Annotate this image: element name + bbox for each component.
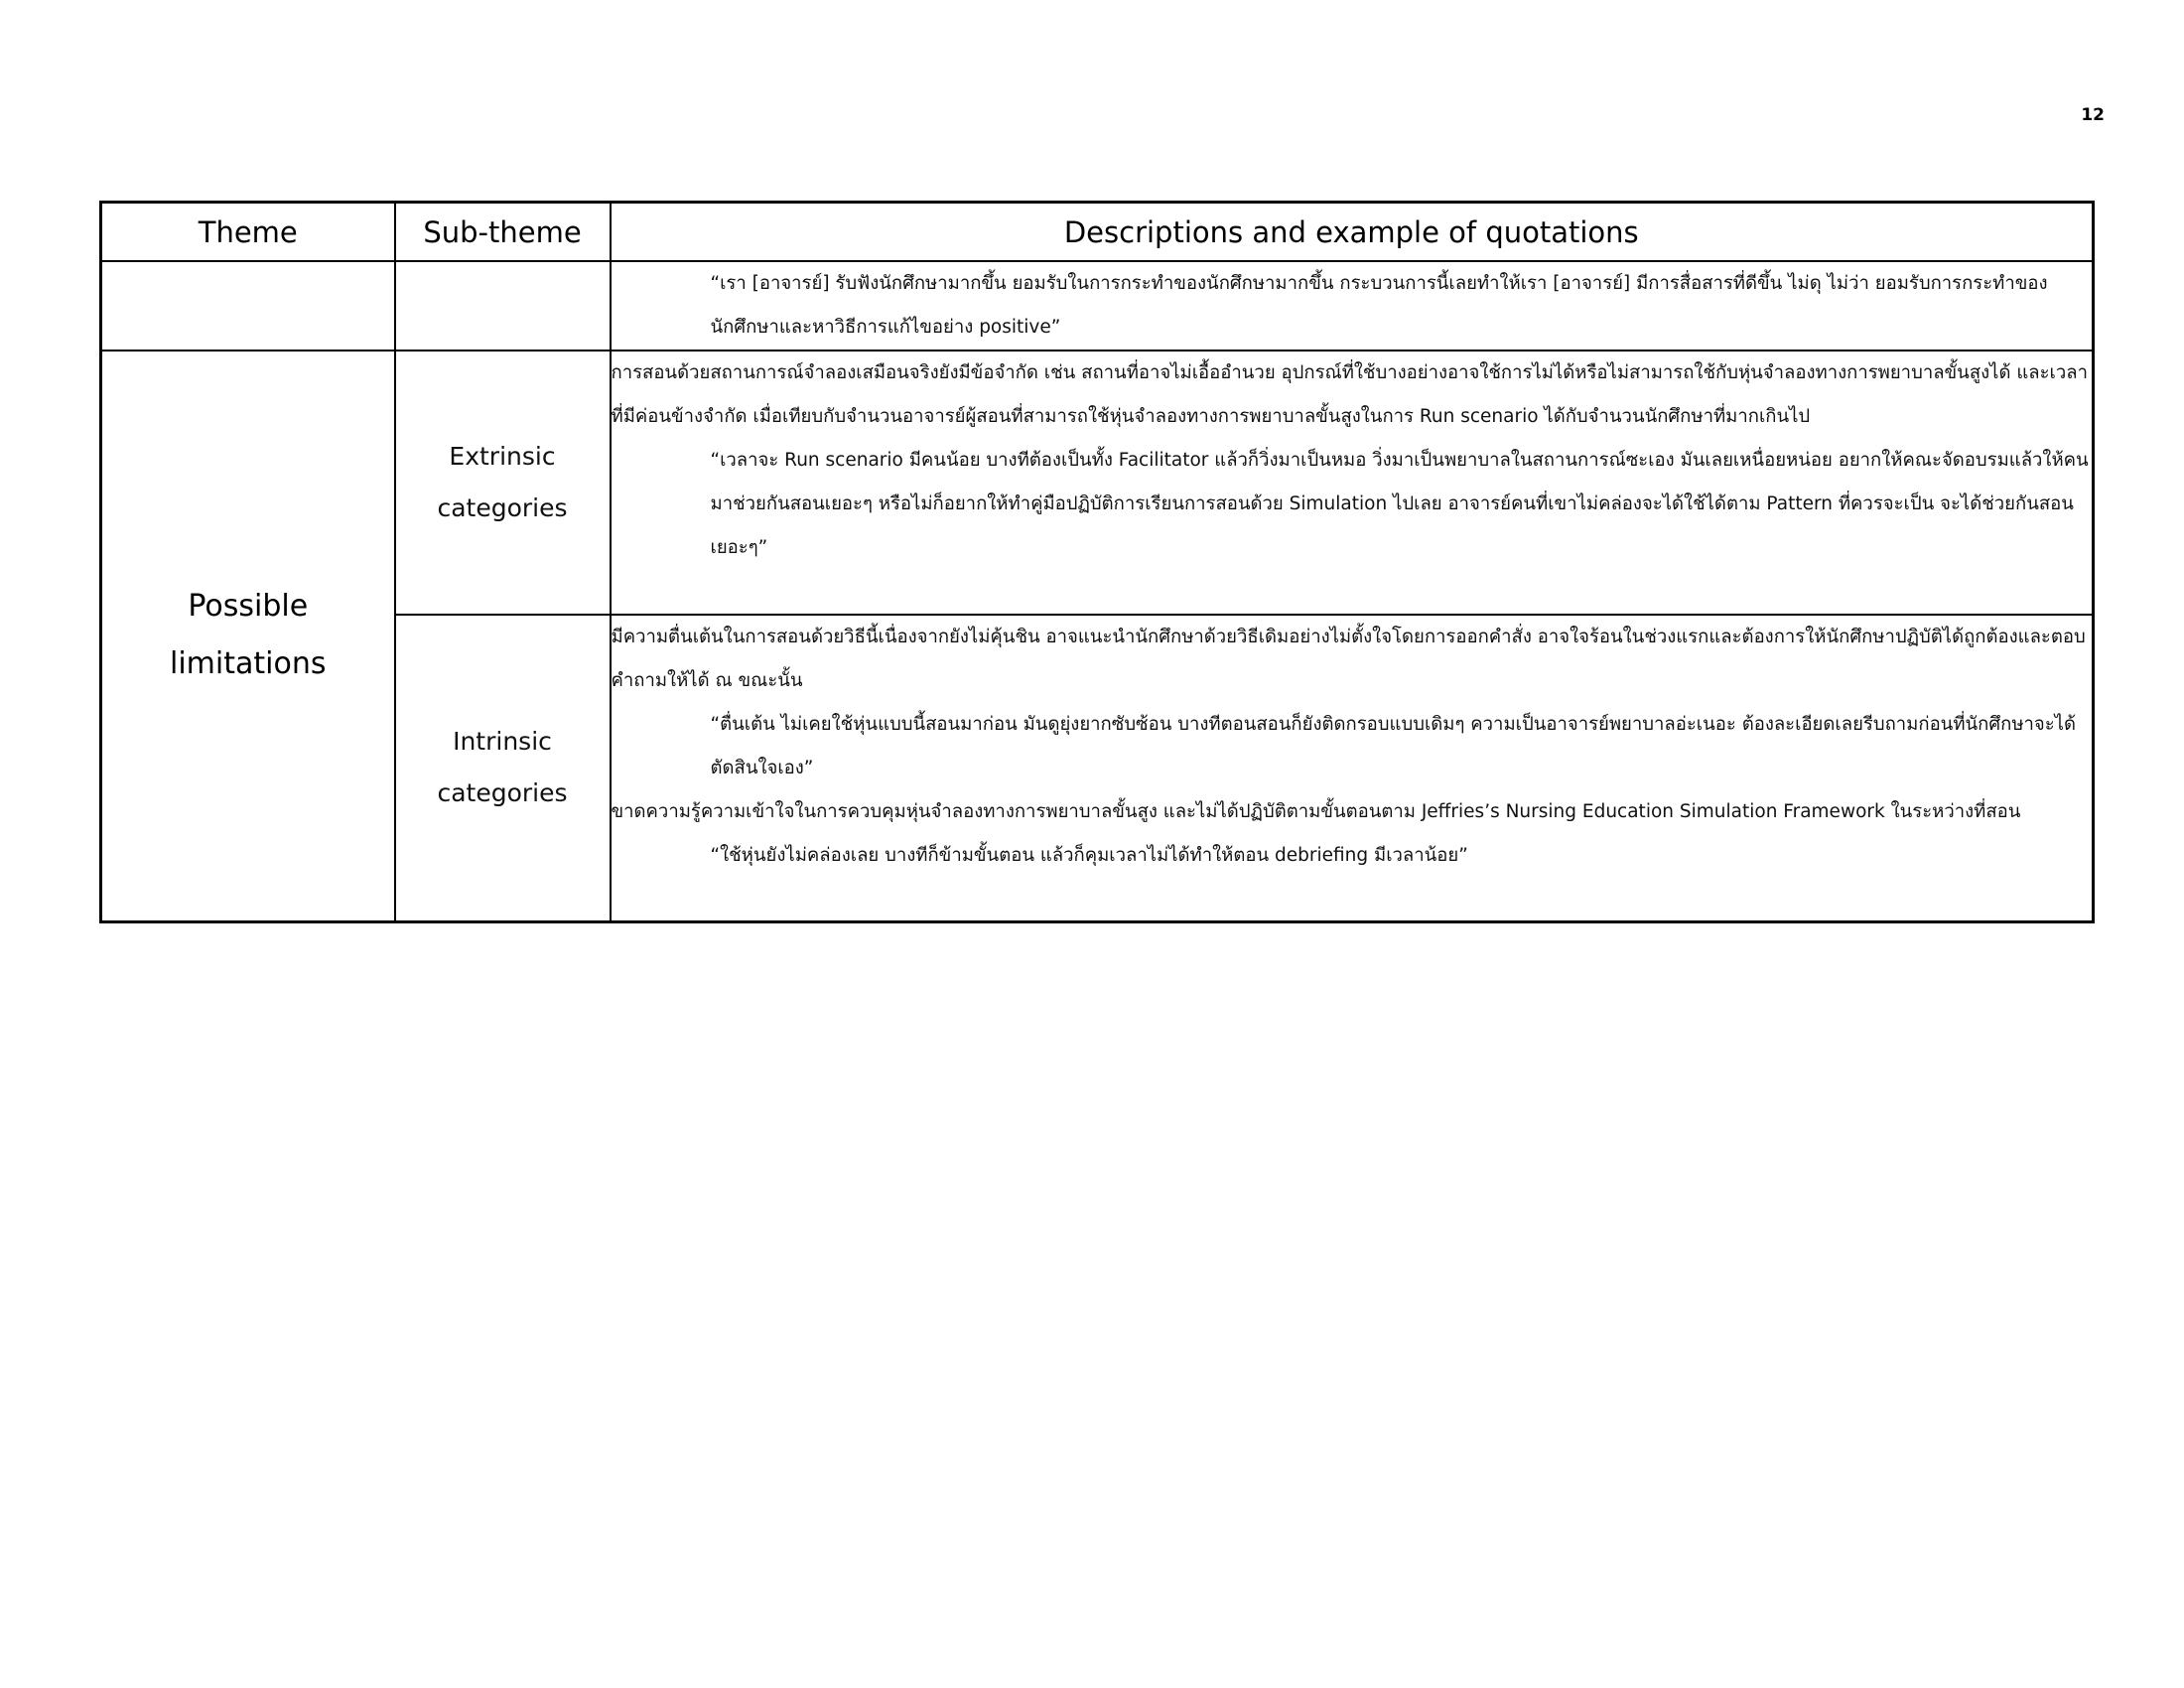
continuation-theme-cell bbox=[101, 261, 395, 351]
extrinsic-label-line2: categories bbox=[437, 493, 568, 522]
intrinsic-quote-2: “ใช้หุ่นยังไม่คล่องเลย บางทีก็ข้ามขั้นตอน แล้วก็คุมเวลาไม่ได้ทำให้ตอน debriefing มีเวลาน้อย” bbox=[710, 845, 1468, 866]
header-sub-theme: Sub-theme bbox=[395, 203, 611, 262]
extrinsic-description-cell bbox=[611, 351, 2094, 615]
theme-label-line1: Possible bbox=[188, 589, 309, 625]
intrinsic-quote-1: “ตื่นเต้น ไม่เคยใช้หุ่นแบบนี้สอนมาก่อน มันดูยุ่งยากซับซ้อน บางทีตอนสอนก็ยังติดกรอบแบบเดิมๆ ความเป็นอาจารย์พยาบาลอ่ะเนอะ ต้องละเอียดเลยรีบถามก่อนที่นักศึกษาจะได้ตัดสินใจเอง” bbox=[710, 714, 2076, 778]
intrinsic-row bbox=[101, 615, 2094, 921]
page-number: 12 bbox=[2081, 105, 2105, 125]
intrinsic-label-line1: Intrinsic bbox=[453, 727, 552, 757]
intrinsic-description-cell bbox=[611, 615, 2094, 921]
table-header-row bbox=[101, 203, 2094, 262]
themes-table bbox=[99, 201, 2095, 923]
intrinsic-label-line2: categories bbox=[437, 778, 568, 808]
extrinsic-description: การสอนด้วยสถานการณ์จำลองเสมือนจริงยังมีข้อจำกัด เช่น สถานที่อาจไม่เอื้ออำนวย อุปกรณ์ที่ใช้บางอย่างอาจใช้การไม่ได้หรือไม่สามารถใช้กับหุ่นจำลองทางการพยาบาลขั้นสูงได้ และเวลาที่มีค่อนข้างจำกัด เมื่อเทียบกับจำนวนอาจารย์ผู้สอนที่สามารถใช้หุ่นจำลองทางการพยาบาลขั้นสูงในการ Run scenario ได้กับจำนวนนักศึกษาที่มากเกินไป bbox=[611, 362, 2088, 427]
continuation-sub-theme-cell bbox=[395, 261, 611, 351]
intrinsic-description-2: ขาดความรู้ความเข้าใจในการควบคุมหุ่นจำลองทางการพยาบาลขั้นสูง และไม่ได้ปฏิบัติตามขั้นตอนตาม Jeffries’s Nursing Education Simulation Framework ในระหว่างที่สอน bbox=[611, 801, 2021, 822]
continuation-description-cell bbox=[611, 261, 2094, 351]
extrinsic-row bbox=[101, 351, 2094, 615]
extrinsic-label-line1: Extrinsic bbox=[449, 442, 556, 471]
continuation-row bbox=[101, 261, 2094, 351]
sub-theme-extrinsic bbox=[395, 351, 611, 615]
theme-label-line2: limitations bbox=[170, 646, 327, 682]
theme-possible-limitations bbox=[101, 351, 395, 921]
sub-theme-intrinsic bbox=[395, 615, 611, 921]
extrinsic-quote: “เวลาจะ Run scenario มีคนน้อย บางทีต้องเป็นทั้ง Facilitator แล้วก็วิ่งมาเป็นหมอ วิ่งมาเป็นพยาบาลในสถานการณ์ซะเอง มันเลยเหนื่อยหน่อย อยากให้คณะจัดอบรมแล้วให้คนมาช่วยกันสอนเยอะๆ หรือไม่ก็อยากให้ทำคู่มือปฏิบัติการเรียนการสอนด้วย Simulation ไปเลย อาจารย์คนที่เขาไม่คล่องจะได้ใช้ได้ตาม Pattern ที่ควรจะเป็น จะได้ช่วยกันสอนเยอะๆ” bbox=[710, 450, 2089, 558]
header-description: Descriptions and example of quotations bbox=[611, 203, 2094, 262]
intrinsic-description-1: มีความตื่นเต้นในการสอนด้วยวิธีนี้เนื่องจากยังไม่คุ้นชิน อาจแนะนำนักศึกษาด้วยวิธีเดิมอย่างไม่ตั้งใจโดยการออกคำสั่ง อาจใจร้อนในช่วงแรกและต้องการให้นักศึกษาปฏิบัติได้ถูกต้องและตอบคำถามให้ได้ ณ ขณะนั้น bbox=[611, 627, 2086, 691]
header-theme: Theme bbox=[101, 203, 395, 262]
continuation-quote: “เรา [อาจารย์] รับฟังนักศึกษามากขึ้น ยอมรับในการกระทำของนักศึกษามากขึ้น กระบวนการนี้เลยทำให้เรา [อาจารย์] มีการสื่อสารที่ดีขึ้น ไม่ดุ ไม่ว่า ยอมรับการกระทำของนักศึกษาและหาวิธีการแก้ไขอย่าง positive” bbox=[710, 273, 2048, 338]
